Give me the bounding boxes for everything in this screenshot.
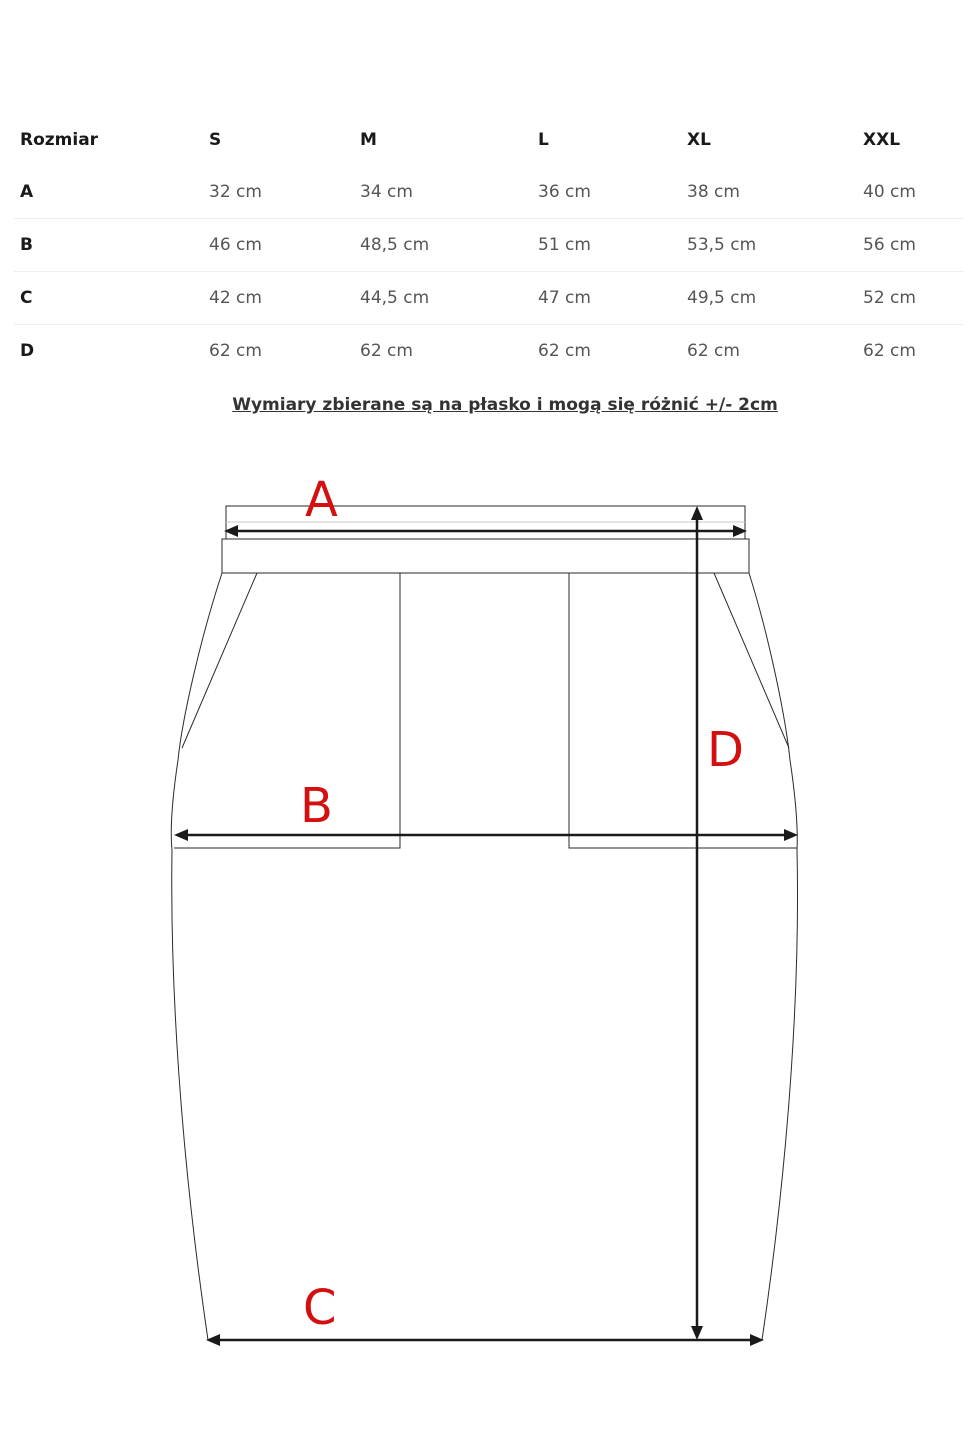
table-cell: 47 cm xyxy=(532,272,681,325)
table-cell: 49,5 cm xyxy=(681,272,857,325)
row-label-c: C xyxy=(14,272,203,325)
table-cell: 62 cm xyxy=(532,325,681,378)
measure-arrow-b xyxy=(174,829,798,841)
row-label-d: D xyxy=(14,325,203,378)
label-d: D xyxy=(707,722,744,778)
header-size-s: S xyxy=(209,130,222,150)
measurement-note: Wymiary zbierane są na płasko i mogą się różnić +/- 2cm xyxy=(232,395,778,415)
pockets xyxy=(174,573,797,848)
table-cell: 62 cm xyxy=(354,325,532,378)
table-cell: 62 cm xyxy=(203,325,354,378)
table-cell: 62 cm xyxy=(681,325,857,378)
table-cell: 51 cm xyxy=(532,219,681,272)
table-cell: 62 cm xyxy=(857,325,964,378)
header-size-m: M xyxy=(360,130,377,150)
table-cell: 38 cm xyxy=(687,182,740,202)
skirt-outline xyxy=(171,573,797,1340)
table-cell: 40 cm xyxy=(863,182,916,202)
label-c: C xyxy=(303,1280,337,1336)
table-cell: 34 cm xyxy=(360,182,413,202)
measure-arrow-c xyxy=(206,1334,764,1346)
row-label-a: A xyxy=(20,182,34,202)
table-cell: 46 cm xyxy=(203,219,354,272)
header-rozmiar: Rozmiar xyxy=(20,130,99,150)
table-cell: 56 cm xyxy=(857,219,964,272)
measure-arrow-a xyxy=(224,525,747,537)
table-cell: 32 cm xyxy=(209,182,262,202)
header-size-xl: XL xyxy=(687,130,711,150)
measure-arrow-d xyxy=(691,506,703,1340)
header-size-l: L xyxy=(538,130,549,150)
header-size-xxl: XXL xyxy=(863,130,901,150)
row-label-b: B xyxy=(14,219,203,272)
table-cell: 52 cm xyxy=(857,272,964,325)
label-b: B xyxy=(300,778,333,834)
table-cell: 53,5 cm xyxy=(681,219,857,272)
table-cell: 44,5 cm xyxy=(354,272,532,325)
table-cell: 36 cm xyxy=(538,182,591,202)
waistband xyxy=(222,506,749,573)
label-a: A xyxy=(305,472,338,528)
table-cell: 48,5 cm xyxy=(354,219,532,272)
table-cell: 42 cm xyxy=(203,272,354,325)
